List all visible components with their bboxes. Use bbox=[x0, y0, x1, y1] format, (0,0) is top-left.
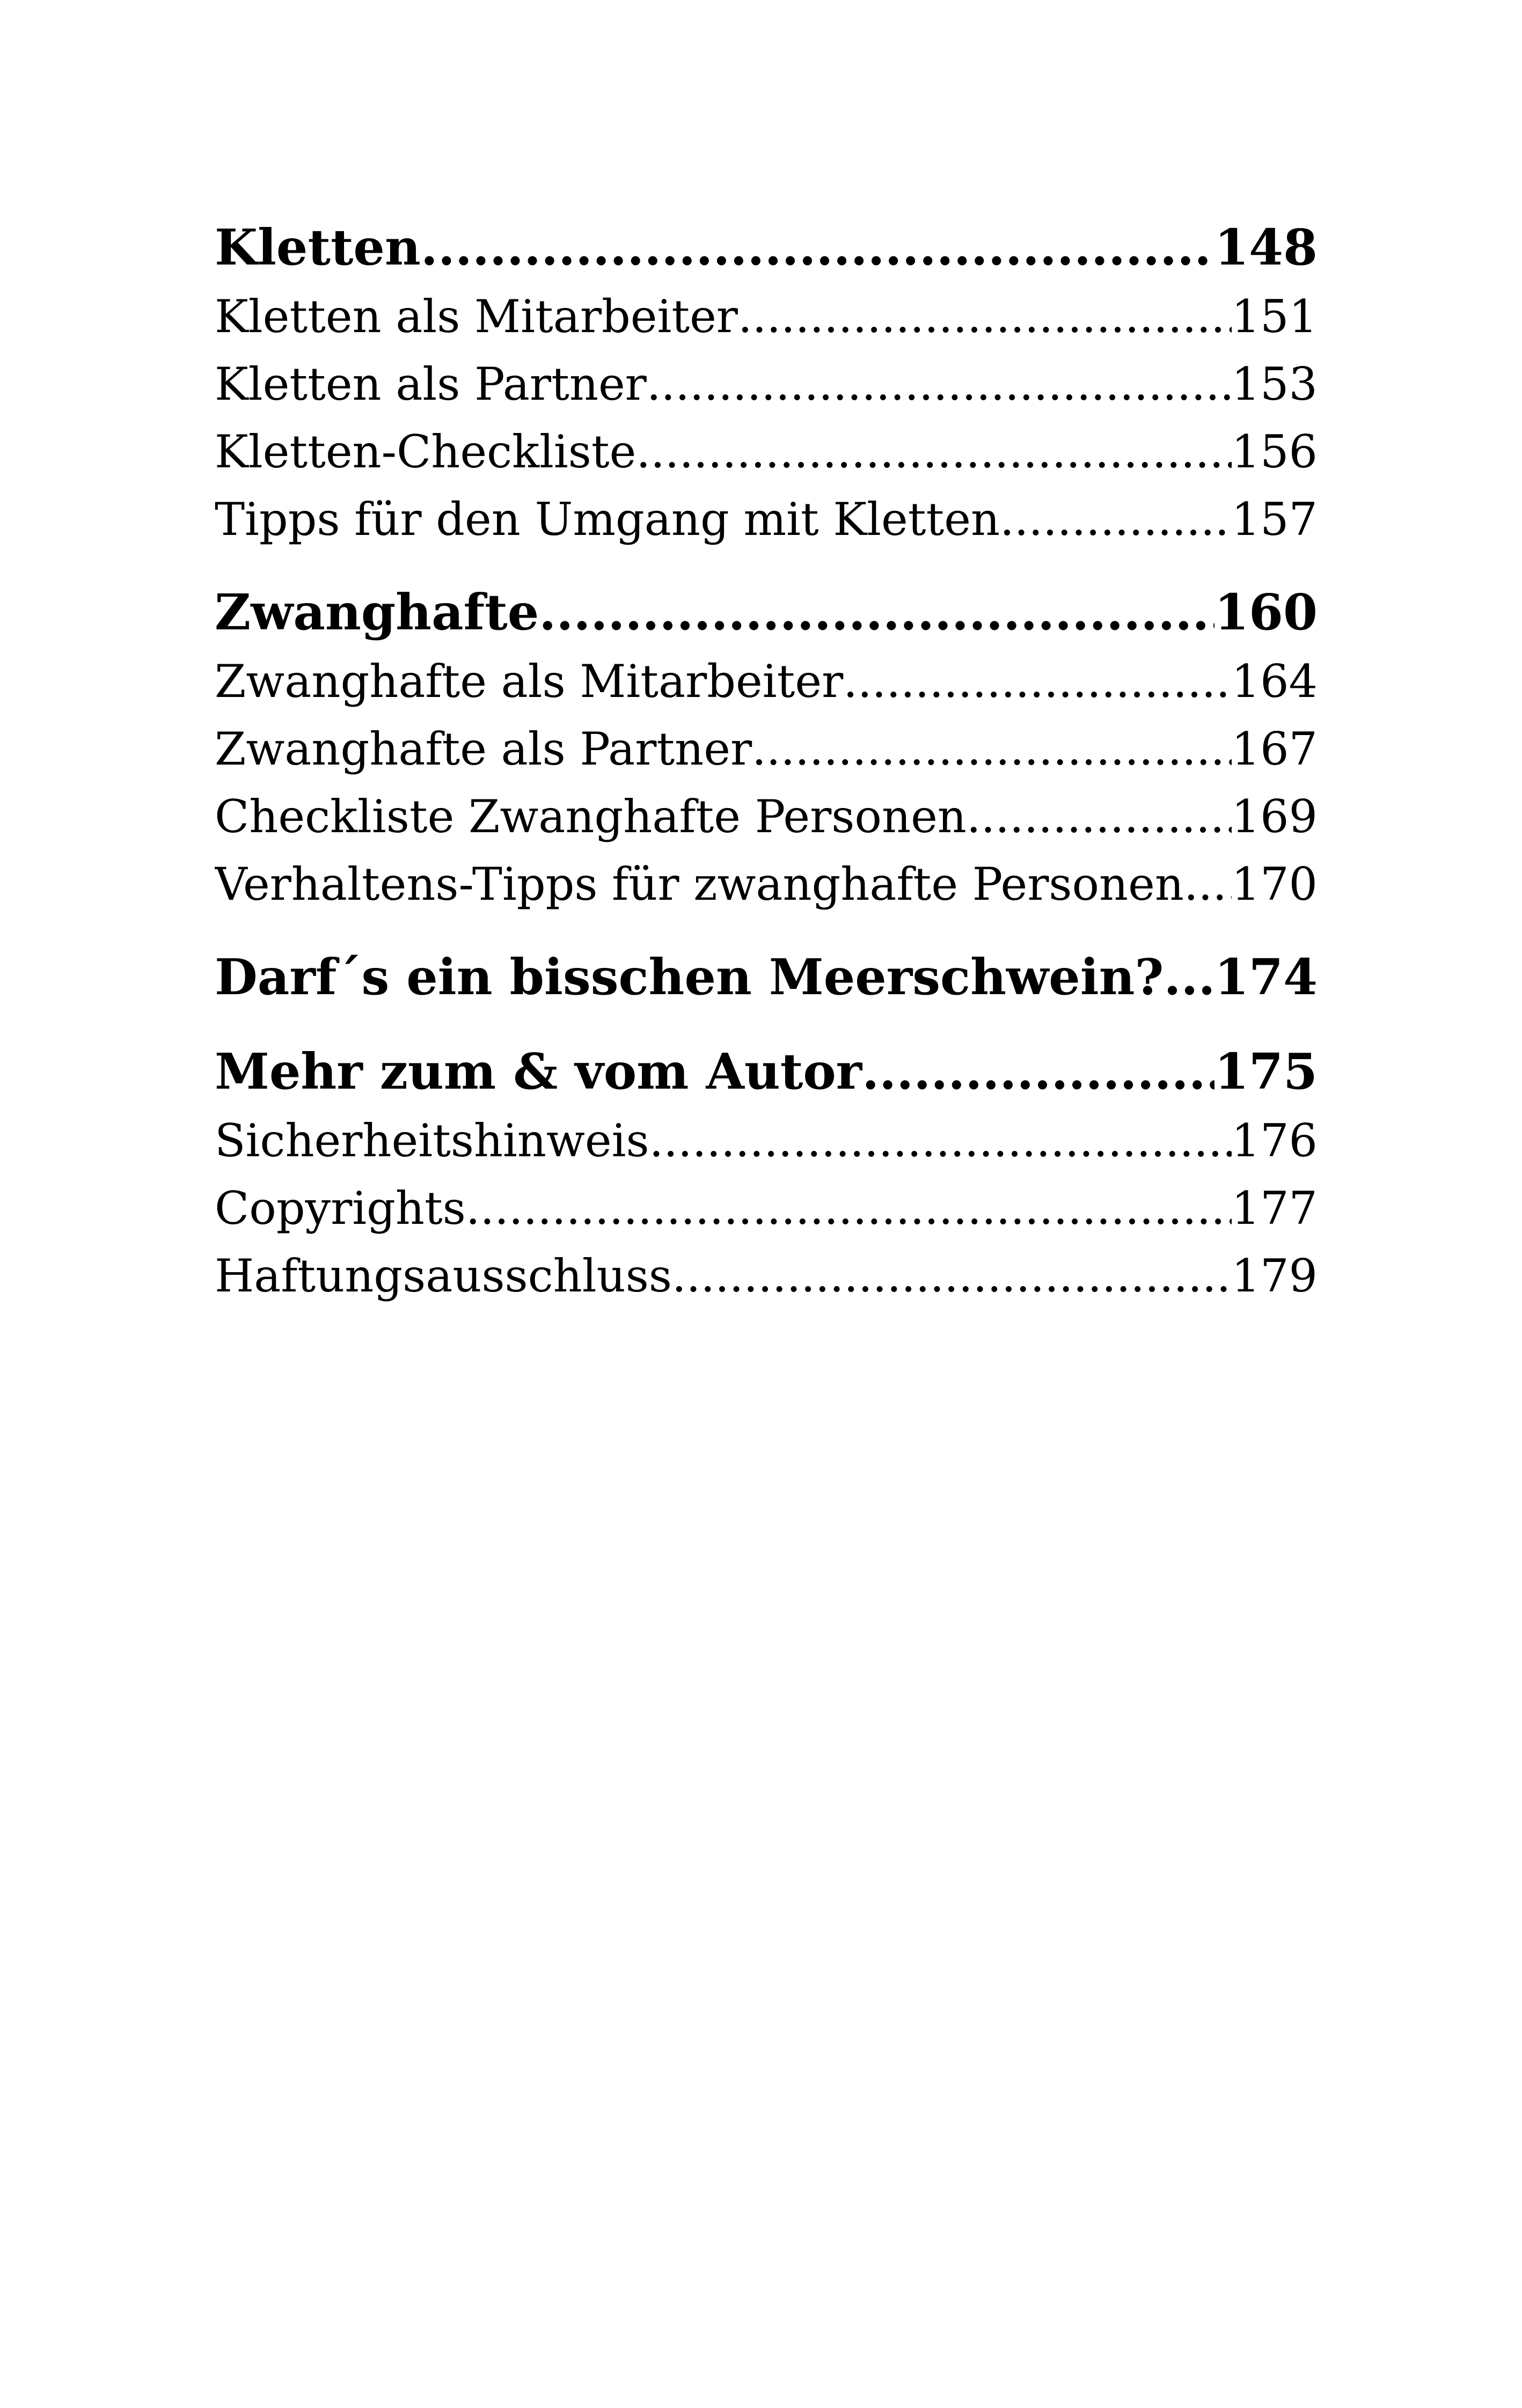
toc-section-autor bbox=[215, 1036, 1318, 1310]
dot-leader bbox=[738, 283, 1232, 350]
page-number: 167 bbox=[1231, 723, 1318, 775]
entry-title: Sicherheitshinweis bbox=[215, 1114, 649, 1167]
page-number: 164 bbox=[1231, 655, 1318, 708]
dot-leader bbox=[672, 1242, 1232, 1310]
toc-entry bbox=[215, 1242, 1318, 1310]
toc-entry bbox=[215, 715, 1318, 783]
dot-leader bbox=[967, 783, 1232, 850]
dot-leader bbox=[1184, 850, 1232, 918]
page-number: 148 bbox=[1214, 218, 1318, 276]
dot-leader bbox=[539, 577, 1214, 648]
toc-entry bbox=[215, 283, 1318, 350]
entry-title: Haftungsausschluss bbox=[215, 1250, 672, 1302]
toc-entry bbox=[215, 850, 1318, 918]
toc-entry bbox=[215, 1174, 1318, 1242]
dot-leader bbox=[1164, 942, 1214, 1012]
page-number: 176 bbox=[1231, 1114, 1318, 1167]
chapter-title: Kletten bbox=[215, 218, 421, 276]
toc-entry bbox=[215, 783, 1318, 850]
page-number: 153 bbox=[1231, 358, 1318, 410]
toc-section-zwanghafte bbox=[215, 577, 1318, 918]
dot-leader bbox=[636, 418, 1231, 486]
toc-section-kletten bbox=[215, 212, 1318, 553]
chapter-heading bbox=[215, 1036, 1318, 1107]
toc-section-meerschwein bbox=[215, 942, 1318, 1012]
page-number: 169 bbox=[1231, 790, 1318, 843]
chapter-heading bbox=[215, 212, 1318, 283]
chapter-heading bbox=[215, 942, 1318, 1012]
page-number: 151 bbox=[1231, 290, 1318, 343]
entry-title: Zwanghafte als Mitarbeiter bbox=[215, 655, 844, 708]
dot-leader bbox=[466, 1174, 1232, 1242]
entry-title: Kletten-Checkliste bbox=[215, 425, 636, 478]
page-number: 156 bbox=[1231, 425, 1318, 478]
entry-title: Zwanghafte als Partner bbox=[215, 723, 752, 775]
dot-leader bbox=[752, 715, 1232, 783]
dot-leader bbox=[649, 1107, 1232, 1174]
page-number: 179 bbox=[1231, 1250, 1318, 1302]
entry-title: Checkliste Zwanghafte Personen bbox=[215, 790, 967, 843]
dot-leader bbox=[1000, 486, 1232, 553]
chapter-title: Darf´s ein bisschen Meerschwein? bbox=[215, 948, 1164, 1006]
page-number: 175 bbox=[1214, 1043, 1318, 1100]
page-number: 174 bbox=[1214, 948, 1318, 1006]
entry-title: Tipps für den Umgang mit Kletten bbox=[215, 493, 1000, 546]
entry-title: Kletten als Partner bbox=[215, 358, 647, 410]
page-number: 160 bbox=[1214, 583, 1318, 641]
page-number: 177 bbox=[1231, 1182, 1318, 1235]
toc-entry bbox=[215, 1107, 1318, 1174]
chapter-title: Zwanghafte bbox=[215, 583, 539, 641]
chapter-title: Mehr zum & vom Autor bbox=[215, 1043, 862, 1100]
page-number: 157 bbox=[1231, 493, 1318, 546]
page-number: 170 bbox=[1231, 858, 1318, 911]
entry-title: Copyrights bbox=[215, 1182, 466, 1235]
entry-title: Kletten als Mitarbeiter bbox=[215, 290, 738, 343]
toc-entry bbox=[215, 486, 1318, 553]
toc-entry bbox=[215, 350, 1318, 418]
dot-leader bbox=[843, 648, 1231, 715]
toc-entry bbox=[215, 648, 1318, 715]
table-of-contents bbox=[215, 212, 1318, 1333]
dot-leader bbox=[862, 1036, 1214, 1107]
toc-entry bbox=[215, 418, 1318, 486]
chapter-heading bbox=[215, 577, 1318, 648]
dot-leader bbox=[647, 350, 1232, 418]
entry-title: Verhaltens-Tipps für zwanghafte Personen bbox=[215, 858, 1184, 911]
dot-leader bbox=[421, 212, 1214, 283]
